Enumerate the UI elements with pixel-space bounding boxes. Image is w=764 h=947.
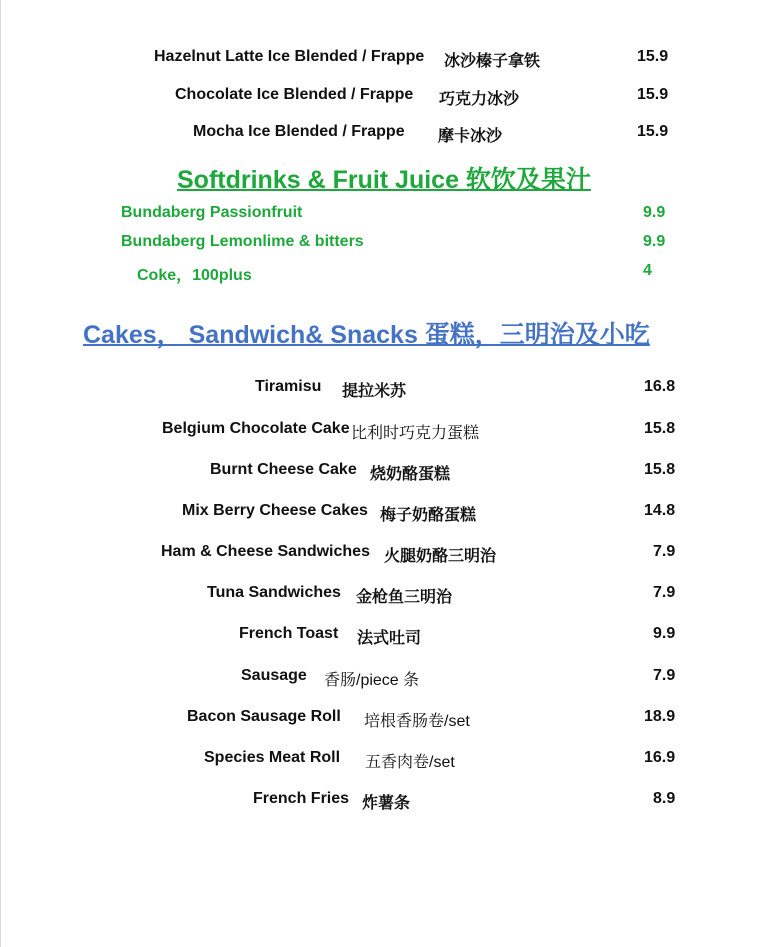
cake-item-name: Bacon Sausage Roll <box>187 708 341 725</box>
cake-item-cn: 烧奶酪蛋糕 <box>370 466 451 483</box>
cake-item-price: 7.9 <box>653 667 676 684</box>
cake-item-cn: 火腿奶酪三明治 <box>384 548 497 565</box>
cake-item-price: 18.9 <box>644 708 676 725</box>
cake-item-name: Tiramisu <box>255 378 322 395</box>
menu-item-price: 15.9 <box>637 48 669 65</box>
cake-item-name: Ham & Cheese Sandwiches <box>161 543 370 560</box>
softdrink-name: Bundaberg Passionfruit <box>121 204 303 221</box>
cake-item-cn: 香肠/piece 条 <box>324 672 420 689</box>
cake-item-cn: 五香肉卷/set <box>365 754 455 771</box>
cake-item-name: French Toast <box>239 625 339 642</box>
softdrink-price: 4 <box>643 262 652 279</box>
cake-item-cn: 炸薯条 <box>362 795 411 812</box>
cake-item-name: Species Meat Roll <box>204 749 341 766</box>
softdrink-price: 9.9 <box>643 204 666 221</box>
cake-item-cn: 法式吐司 <box>357 630 422 647</box>
cake-item-price: 15.8 <box>644 461 676 478</box>
cake-item-price: 7.9 <box>653 584 676 601</box>
cake-item-price: 16.8 <box>644 378 676 395</box>
softdrinks-heading: Softdrinks & Fruit Juice 软饮及果汁 <box>177 166 591 194</box>
cake-item-cn: 金枪鱼三明治 <box>356 589 453 606</box>
cake-item-cn: 提拉米苏 <box>342 383 407 400</box>
softdrink-price: 9.9 <box>643 233 666 250</box>
menu-item-cn: 冰沙榛子拿铁 <box>444 53 541 70</box>
cake-item-name: Belgium Chocolate Cake <box>162 420 350 437</box>
cakes-heading: Cakes， Sandwich& Snacks 蛋糕，三明治及小吃 <box>83 321 650 349</box>
cake-item-cn: 培根香肠卷/set <box>364 713 470 730</box>
cake-item-name: Sausage <box>241 667 307 684</box>
cake-item-price: 8.9 <box>653 790 676 807</box>
softdrink-name: Bundaberg Lemonlime & bitters <box>121 233 364 250</box>
menu-item-name: Hazelnut Latte Ice Blended / Frappe <box>154 48 425 65</box>
cake-item-price: 14.8 <box>644 502 676 519</box>
cake-item-price: 7.9 <box>653 543 676 560</box>
cake-item-name: French Fries <box>253 790 350 807</box>
menu-item-cn: 摩卡冰沙 <box>438 128 503 145</box>
menu-item-cn: 巧克力冰沙 <box>439 91 520 108</box>
cake-item-name: Burnt Cheese Cake <box>210 461 357 478</box>
cake-item-price: 9.9 <box>653 625 676 642</box>
cake-item-price: 15.8 <box>644 420 676 437</box>
menu-item-name: Chocolate Ice Blended / Frappe <box>175 86 414 103</box>
cake-item-cn: 梅子奶酪蛋糕 <box>380 507 477 524</box>
cake-item-name: Tuna Sandwiches <box>207 584 341 601</box>
menu-item-name: Mocha Ice Blended / Frappe <box>193 123 405 140</box>
cake-item-price: 16.9 <box>644 749 676 766</box>
cake-item-cn: 比利时巧克力蛋糕 <box>351 425 480 442</box>
cake-item-name: Mix Berry Cheese Cakes <box>182 502 368 519</box>
menu-item-price: 15.9 <box>637 123 669 140</box>
softdrink-name: Coke，100plus <box>137 267 252 284</box>
menu-item-price: 15.9 <box>637 86 669 103</box>
